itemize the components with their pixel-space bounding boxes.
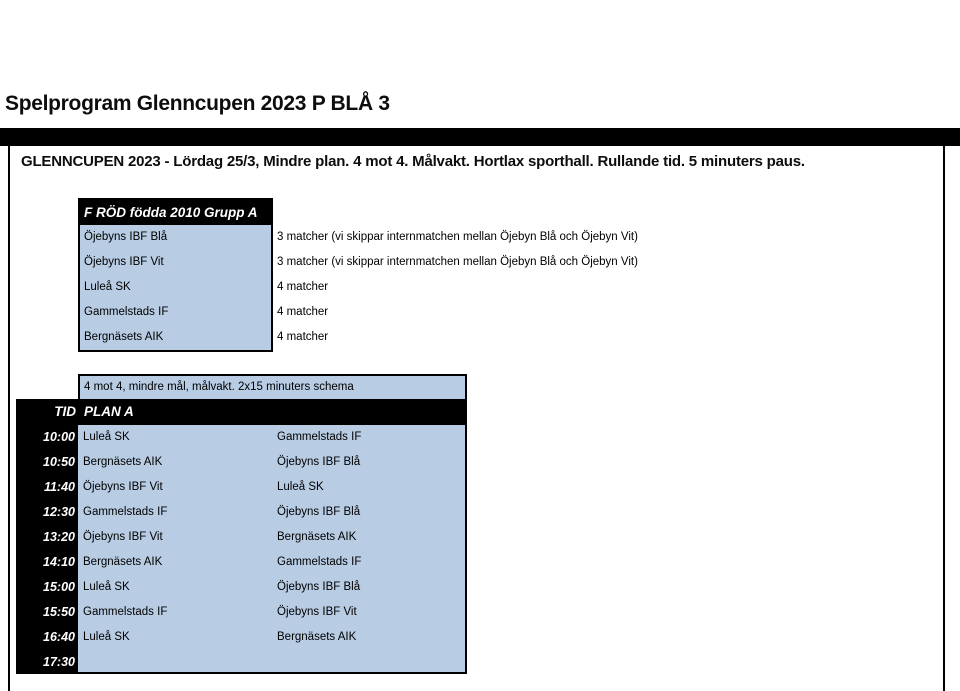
team-row	[80, 275, 271, 300]
away-team-cell: Luleå SK	[277, 481, 324, 493]
schedule-row	[16, 625, 465, 650]
team-row	[80, 325, 271, 350]
schedule-row	[16, 425, 465, 450]
team-note: 3 matcher (vi skippar internmatchen mellan Öjebyn Blå och Öjebyn Vit)	[277, 231, 638, 243]
schedule-row	[16, 500, 465, 525]
time-cell: 12:30	[16, 500, 78, 525]
schedule-table	[16, 425, 467, 674]
time-cell: 10:00	[16, 425, 78, 450]
home-team-cell: Öjebyns IBF Vit	[83, 481, 163, 493]
team-name: Bergnäsets AIK	[84, 331, 164, 343]
home-team-cell: Luleå SK	[83, 431, 130, 443]
schedule-row	[16, 525, 465, 550]
away-team-cell: Öjebyns IBF Blå	[277, 581, 361, 593]
page-title: Spelprogram Glenncupen 2023 P BLÅ 3	[5, 92, 390, 115]
match-cells	[78, 575, 465, 600]
schedule-row	[16, 475, 465, 500]
tid-column-header: TID	[54, 404, 76, 419]
group-table-header: F RÖD födda 2010 Grupp A	[80, 200, 271, 225]
schedule-row	[16, 600, 465, 625]
schedule-row	[16, 550, 465, 575]
home-team-cell: Luleå SK	[83, 581, 130, 593]
away-team-cell: Bergnäsets AIK	[277, 631, 357, 643]
team-note: 4 matcher	[277, 306, 329, 318]
time-cell: 15:50	[16, 600, 78, 625]
away-team-cell	[277, 650, 465, 672]
schedule-row	[16, 650, 465, 672]
time-cell: 10:50	[16, 450, 78, 475]
team-row	[80, 300, 271, 325]
away-team-cell: Gammelstads IF	[277, 431, 362, 443]
match-cells	[78, 650, 465, 672]
schedule-info-row: 4 mot 4, mindre mål, målvakt. 2x15 minuters schema	[78, 374, 467, 401]
schedule-row	[16, 450, 465, 475]
time-cell: 13:20	[16, 525, 78, 550]
away-team-cell: Gammelstads IF	[277, 556, 362, 568]
team-name: Öjebyns IBF Vit	[84, 256, 164, 268]
home-team-cell: Öjebyns IBF Vit	[83, 531, 163, 543]
home-team-cell: Luleå SK	[83, 631, 130, 643]
match-cells	[78, 550, 465, 575]
away-team-cell: Öjebyns IBF Vit	[277, 606, 357, 618]
home-team-cell: Bergnäsets AIK	[83, 556, 163, 568]
match-cells	[78, 500, 465, 525]
schedule-header-row	[16, 399, 467, 425]
home-team-cell	[78, 650, 277, 672]
match-cells	[78, 475, 465, 500]
schedule-row	[16, 575, 465, 600]
match-cells	[78, 525, 465, 550]
time-cell: 14:10	[16, 550, 78, 575]
time-cell: 11:40	[16, 475, 78, 500]
team-name: Luleå SK	[84, 281, 131, 293]
team-row	[80, 225, 271, 250]
time-cell: 17:30	[16, 650, 78, 672]
time-cell: 16:40	[16, 625, 78, 650]
away-team-cell: Öjebyns IBF Blå	[277, 506, 361, 518]
match-cells	[78, 425, 465, 450]
team-name: Öjebyns IBF Blå	[84, 231, 168, 243]
team-note: 4 matcher	[277, 281, 329, 293]
tournament-banner: GLENNCUPEN 2023 - Lördag 25/3, Mindre plan. 4 mot 4. Målvakt. Hortlax sporthall. Rullande tid. 5 minuters paus.	[21, 153, 805, 170]
team-name: Gammelstads IF	[84, 306, 169, 318]
team-note: 3 matcher (vi skippar internmatchen mellan Öjebyn Blå och Öjebyn Vit)	[277, 256, 638, 268]
match-cells	[78, 600, 465, 625]
match-cells	[78, 625, 465, 650]
group-table	[78, 198, 273, 352]
team-row	[80, 250, 271, 275]
home-team-cell: Gammelstads IF	[83, 506, 168, 518]
time-cell: 15:00	[16, 575, 78, 600]
away-team-cell: Öjebyns IBF Blå	[277, 456, 361, 468]
home-team-cell: Bergnäsets AIK	[83, 456, 163, 468]
away-team-cell: Bergnäsets AIK	[277, 531, 357, 543]
top-black-bar	[0, 128, 960, 146]
match-cells	[78, 450, 465, 475]
plan-a-column-header: PLAN A	[84, 404, 134, 419]
team-note: 4 matcher	[277, 331, 329, 343]
home-team-cell: Gammelstads IF	[83, 606, 168, 618]
